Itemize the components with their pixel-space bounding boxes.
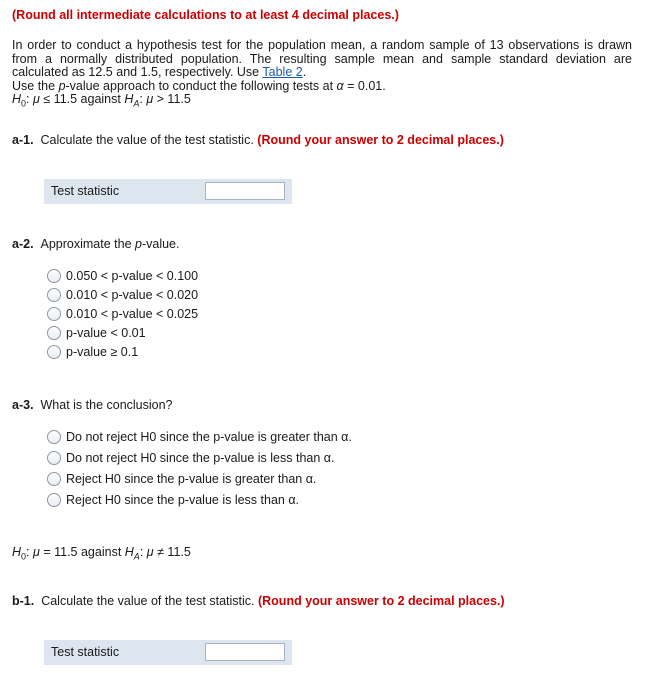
question-b1-number: b-1. <box>12 594 35 608</box>
a1-test-statistic-input[interactable] <box>205 182 285 200</box>
radio-icon[interactable] <box>47 472 61 486</box>
a1-box-label: Test statistic <box>51 184 120 198</box>
b1-answer-box <box>44 640 292 665</box>
problem-intro: In order to conduct a hypothesis test for the population mean, a random sample of 13 observations is drawn from a normally distributed population. The resulting sample mean and sample standard deviation are calculated as 12.5 and 1.5, respectively. Use Table 2. Use the p-value approach to conduct the following tests at α = 0.01. $H_0$: μ ≤ 11.5 against $H_A$: μ > 11.5 <box>12 39 632 111</box>
rounding-note: (Round all intermediate calculations to at least 4 decimal places.) <box>12 8 399 22</box>
hypothesis-2: $H_0$: μ = 11.5 against $H_A$: μ ≠ 11.5 <box>12 545 191 562</box>
question-a2-number: a-2. <box>12 237 34 251</box>
question-a2 <box>12 237 179 251</box>
intro-line2: Use the p-value approach to conduct the following tests at α = 0.01. <box>12 78 386 93</box>
question-b1 <box>12 594 505 608</box>
radio-icon[interactable] <box>47 451 61 465</box>
question-a2-text: Approximate the p-value. <box>40 237 180 251</box>
a2-option-label: 0.010 < p-value < 0.020 <box>66 287 199 302</box>
radio-icon[interactable] <box>47 326 61 340</box>
b1-box-label: Test statistic <box>51 645 120 659</box>
a2-option-label: 0.010 < p-value < 0.025 <box>66 306 199 321</box>
a3-option-label: Reject H0 since the p-value is greater than α. <box>66 471 317 486</box>
a2-option-label: 0.050 < p-value < 0.100 <box>66 268 199 283</box>
a3-option-1[interactable] <box>47 427 352 446</box>
hypothesis-1: $H_0$: μ ≤ 11.5 against $H_A$: μ > 11.5 <box>12 92 191 109</box>
a2-option-label: p-value ≥ 0.1 <box>66 344 139 359</box>
question-a3-text: What is the conclusion? <box>40 398 173 412</box>
a2-option-2[interactable] <box>47 285 198 304</box>
b1-test-statistic-input[interactable] <box>205 643 285 661</box>
a1-answer-box <box>44 179 292 204</box>
radio-icon[interactable] <box>47 288 61 302</box>
a2-option-label: p-value < 0.01 <box>66 325 146 340</box>
a2-option-1[interactable] <box>47 266 198 285</box>
question-b1-text: Calculate the value of the test statistic. <box>41 594 255 608</box>
radio-icon[interactable] <box>47 345 61 359</box>
a2-option-3[interactable] <box>47 304 198 323</box>
question-a1-note: (Round your answer to 2 decimal places.) <box>257 133 504 147</box>
a3-option-label: Do not reject H0 since the p-value is greater than α. <box>66 429 352 444</box>
a2-option-5[interactable] <box>47 342 138 361</box>
a3-option-4[interactable] <box>47 490 299 509</box>
intro-text: In order to conduct a hypothesis test for the population mean, a random sample of 13 observations is drawn from a normally distributed population. The resulting sample mean and sample standard deviation are calculated as 12.5 and 1.5, respectively. Use <box>12 38 632 79</box>
question-a3-number: a-3. <box>12 398 34 412</box>
a3-option-label: Reject H0 since the p-value is less than α. <box>66 492 300 507</box>
radio-icon[interactable] <box>47 307 61 321</box>
question-a1 <box>12 133 504 147</box>
a3-option-3[interactable] <box>47 469 316 488</box>
radio-icon[interactable] <box>47 269 61 283</box>
question-a1-number: a-1. <box>12 133 34 147</box>
question-b1-note: (Round your answer to 2 decimal places.) <box>257 594 505 608</box>
a3-option-2[interactable] <box>47 448 334 467</box>
question-a3 <box>12 398 173 412</box>
radio-icon[interactable] <box>47 430 61 444</box>
radio-icon[interactable] <box>47 493 61 507</box>
a3-option-label: Do not reject H0 since the p-value is less than α. <box>66 450 335 465</box>
table-2-link[interactable]: Table 2 <box>262 65 303 79</box>
a2-option-4[interactable] <box>47 323 146 342</box>
question-a1-text: Calculate the value of the test statistic. <box>40 133 254 147</box>
